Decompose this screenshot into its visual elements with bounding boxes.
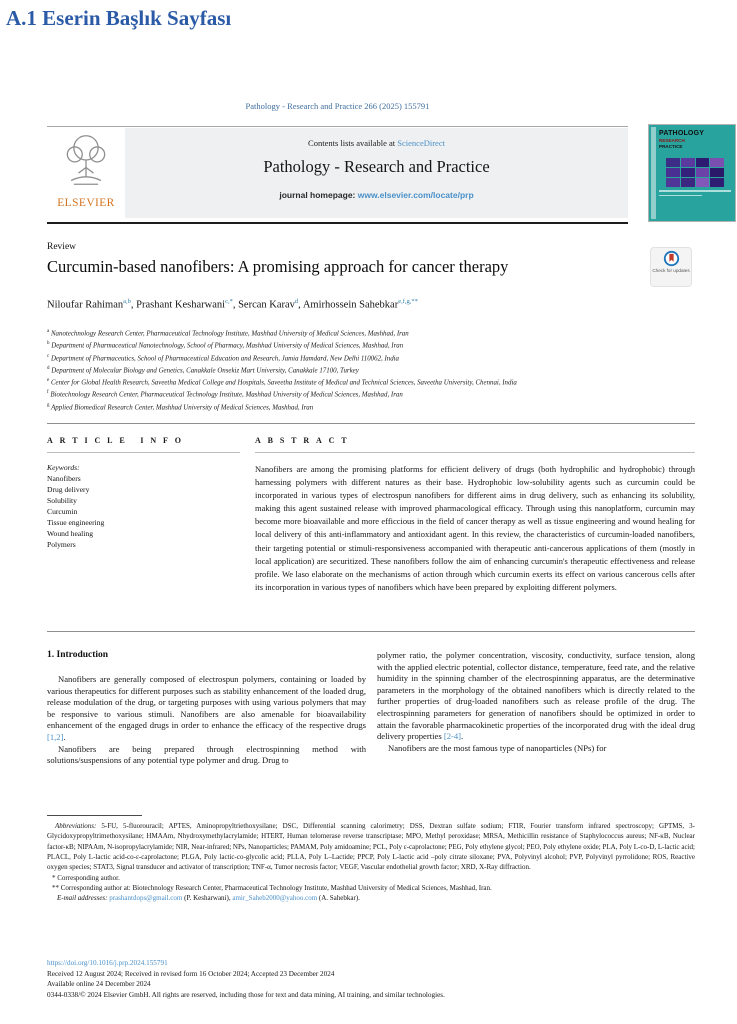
check-for-updates-badge[interactable] bbox=[650, 247, 692, 287]
affiliation-sup: b bbox=[47, 341, 50, 347]
banner-top-divider bbox=[47, 126, 628, 127]
header-divider bbox=[47, 222, 628, 224]
author-affiliation-sup[interactable]: e,f,g,** bbox=[398, 298, 418, 305]
affiliation-sup: a bbox=[47, 329, 50, 334]
cover-image-grid-cell bbox=[681, 168, 695, 177]
corresponding-author-note-1: * Corresponding author. bbox=[52, 873, 120, 882]
email-addresses-line bbox=[47, 893, 695, 903]
affiliation-sup: d bbox=[47, 365, 50, 371]
keyword: Tissue engineering bbox=[47, 518, 105, 527]
cover-image-grid-cell bbox=[681, 178, 695, 187]
keyword: Wound healing bbox=[47, 529, 93, 538]
paragraph-text: . bbox=[63, 731, 66, 742]
keyword: Polymers bbox=[47, 540, 76, 549]
affiliation-text: Applied Biomedical Research Center, Mashhad University of Medical Sciences, Mashhad, Iran bbox=[49, 404, 314, 412]
cover-image-grid bbox=[666, 158, 724, 187]
paragraph-text: Nanofibers are being prepared through electrospinning method with solutions/suspensions of any potential type polymer and drug. Drug to bbox=[47, 743, 366, 766]
cover-image-grid-cell bbox=[696, 158, 710, 167]
affiliation-sup: f bbox=[47, 390, 49, 396]
corresponding-author-note-2: ** Corresponding author at: Biotechnology Research Center, Pharmaceutical Technology Institute, Mashhad University of Medical Sciences, Mashhad, Iran. bbox=[52, 884, 492, 893]
affiliation-row bbox=[47, 388, 692, 400]
body-column-left bbox=[47, 650, 366, 767]
elsevier-tree-icon bbox=[58, 177, 114, 194]
introduction-paragraph-4 bbox=[377, 743, 695, 755]
author-affiliation-sup[interactable]: d bbox=[294, 298, 299, 305]
abstract-text: Nanofibers are among the promising platforms for efficient delivery of drugs (both hydrophilic and hydrophobic) through harnessing polymers with different natures as their base. Hydrophobic low-solubility agents such as curcumin could be incorporated in various types of electrospun nanofibers for different aims in drug delivery, such as enhancing its solubility, making this agent sustained release with improved pharmacological efficacy. Through using this nanoplatform, curcumin may become more bioavailable and more efficcious in the field of cancer therapy as well as tissue engineering and wound healing for local delivery of this anti-inflammatory and antioxidant agent. In this review, the characteristics of curcumin-loaded nanofibers, their targeting potential or stimuli-responsiveness accompanied with therapeutic anti-cancerous applications of them (mostly in local application) are securitized. These nanofibers follow the aim of enhancing curcumin's therapeutic effectiveness and release profile. We laso elaborate on the mechanisms of action through which curcumin exerts its effect on various cancerous cells after its incorporation in various types of nanofibers which have been prepared by exploiting different polymers. bbox=[255, 464, 695, 592]
cover-image-grid-cell bbox=[681, 158, 695, 167]
author-list bbox=[47, 298, 667, 311]
cover-image-grid-cell bbox=[696, 178, 710, 187]
footnotes-block bbox=[47, 821, 695, 904]
introduction-heading: 1. Introduction bbox=[47, 650, 109, 660]
cover-footer-line bbox=[659, 190, 731, 192]
affiliation-row bbox=[47, 352, 692, 364]
affiliation-row bbox=[47, 339, 692, 351]
article-title: Curcumin-based nanofibers: A promising approach for cancer therapy bbox=[47, 257, 509, 276]
keywords-label: Keywords: bbox=[47, 463, 80, 472]
affiliation-text: Department of Molecular Biology and Genetics, Canakkale Onsekiz Mart University, Canakkale 17100, Turkey bbox=[49, 367, 359, 375]
abstract-bottom-divider bbox=[47, 631, 695, 632]
citation-ref-link[interactable]: [2-4] bbox=[443, 731, 462, 742]
email-link-kesharwani[interactable]: prashantdops@gmail.com bbox=[109, 894, 183, 903]
doi-link[interactable]: https://doi.org/10.1016/j.prp.2024.155791 bbox=[47, 959, 168, 967]
cover-image-grid-cell bbox=[666, 178, 680, 187]
journal-citation: Pathology - Research and Practice 266 (2025) 155791 bbox=[245, 101, 430, 111]
homepage-link[interactable]: www.elsevier.com/locate/prp bbox=[357, 190, 474, 200]
affiliation-list bbox=[47, 327, 692, 413]
affiliation-text: Nanotechnology Research Center, Pharmaceutical Technology Institute, Mashhad University of Medical Sciences, Mashhad, Iran bbox=[49, 330, 409, 338]
cover-image-grid-cell bbox=[710, 178, 724, 187]
cover-title-line2: RESEARCH bbox=[659, 138, 685, 143]
sciencedirect-link[interactable]: ScienceDirect bbox=[397, 138, 445, 148]
cover-image-grid-cell bbox=[710, 168, 724, 177]
affiliation-text: Department of Pharmaceutics, School of Pharmaceutical Education and Research, Jamia Hamdard, New Delhi 110062, India bbox=[49, 354, 400, 362]
paragraph-text: Nanofibers are the most famous type of nanoparticles (NPs) for bbox=[388, 742, 607, 753]
article-info-column bbox=[47, 436, 240, 550]
introduction-paragraph-3 bbox=[377, 650, 695, 743]
journal-name: Pathology - Research and Practice bbox=[263, 157, 490, 176]
article-footer bbox=[47, 958, 695, 1000]
cover-image-grid-cell bbox=[696, 168, 710, 177]
affiliation-row bbox=[47, 401, 692, 413]
author-name: Amirhossein Sahebkar bbox=[302, 299, 399, 311]
abstract-heading-rule bbox=[255, 452, 695, 453]
journal-cover-thumbnail bbox=[648, 124, 736, 222]
footnote-separator bbox=[47, 815, 142, 816]
affiliation-text: Department of Pharmaceutical Nanotechnology, School of Pharmacy, Mashhad University of Medical Sciences, Mashhad, Iran bbox=[49, 342, 404, 350]
article-info-heading: A R T I C L E I N F O bbox=[47, 436, 185, 445]
abbreviations-label: Abbreviations: bbox=[55, 822, 97, 830]
author-separator: , bbox=[298, 299, 303, 311]
author-affiliation-sup[interactable]: c,* bbox=[225, 298, 233, 305]
copyright-line: 0344-0338/© 2024 Elsevier GmbH. All rights are reserved, including those for text and data mining, AI training, and similar technologies. bbox=[47, 990, 445, 999]
paragraph-text: polymer ratio, the polymer concentration, viscosity, conductivity, surface tension, along with the applied electric potential, collector distance, temperature, feed rate, and the relative humidity in the spinning chamber of the electrospinning apparatus, are the determinative parameters in the morphology of the obtained nanofibers which is directly related to the further properties of drug-loaded nanofibers such as release profile of the drug. The electrospinning parameters for generation of nanofibers should be optimized in order to attain the favorable pharmacokinetic properties of the incorporated drug with the ideal drug delivery properties bbox=[377, 650, 695, 742]
email-link-sahebkar[interactable]: amir_Saheb2000@yahoo.com bbox=[232, 894, 318, 903]
keyword: Curcumin bbox=[47, 507, 78, 516]
affiliation-sup: c bbox=[47, 353, 50, 359]
affiliation-row bbox=[47, 364, 692, 376]
affiliation-sup: e bbox=[47, 378, 50, 384]
abbreviations-paragraph bbox=[47, 821, 695, 873]
article-type-label: Review bbox=[47, 242, 77, 252]
cover-title-line3: PRACTICE bbox=[659, 144, 683, 149]
paragraph-text: . bbox=[461, 731, 464, 742]
keyword: Nanofibers bbox=[47, 474, 81, 483]
available-online-line: Available online 24 December 2024 bbox=[47, 980, 151, 989]
journal-banner bbox=[125, 128, 628, 218]
author-name: Niloufar Rahiman bbox=[47, 299, 124, 311]
citation-ref-link[interactable]: [1,2] bbox=[47, 731, 64, 742]
elsevier-wordmark: ELSEVIER bbox=[57, 197, 115, 209]
introduction-paragraph-1 bbox=[47, 674, 366, 744]
keyword: Solubility bbox=[47, 496, 77, 505]
affiliation-text: Center for Global Health Research, Saveetha Medical College and Hospitals, Saveetha Institute of Medical and Technical Sciences, Saveetha University, Chennai, India bbox=[49, 379, 517, 387]
abstract-column bbox=[255, 436, 695, 594]
affiliation-row bbox=[47, 376, 692, 388]
affiliation-sup: g bbox=[47, 402, 50, 408]
section-divider bbox=[47, 423, 695, 424]
abbreviations-text: 5-FU, 5-fluorouracil; APTES, Aminopropyltriethoxysilane; DSC, Differential scanning calorimetry; DSS, Dextran sulfate sodium; FTIR, Fourier transform infrared spectroscopy; GPTMS, 3-Glycidoxypropyltrimethoxysilane; HMAAm, Nhydroxymethylacrylamide; HTERT, Human telomerase reverse transcriptase; MPO, Methyl peroxidase; MRSA, Methicillin resistance of Staphylococcus aureus; NF-κB, Nuclear factor-κB; NIPAAm, N-isopropylacrylamide; NIR, Near-infrared; NPs, Nanoparticles; PAMAM, Poly amidoamine; PCL, Poly ε-caprolactone; PEG, Poly ethylene glycol; PEO, Poly ethylene oxide; PLA, Poly L-co-D, L-lactic acid; PLACL, Poly L-lactic acid-co-ε-caprolactone; PLGA, Poly lactic-co-glycolic acid; PLLA, Poly L–Lactide; PPCP, Poly L-lactic acid –poly citrate siloxane; PVA, Polyvinyl alcohol; PVP, Polyvinyl pyrrolidone; ROS, Reactive oxygen species; STAT3, Signal transducer and activator of transcription; TNF-α, Tumor necrosis factor; VEGF, Vascular endothelial growth factor; XRD, X-Ray diffraction. bbox=[47, 822, 695, 872]
body-column-right bbox=[377, 650, 695, 754]
homepage-label: journal homepage: bbox=[279, 190, 358, 200]
check-updates-label: Check for updates bbox=[652, 268, 690, 273]
received-dates-line: Received 12 August 2024; Received in revised form 16 October 2024; Accepted 23 December 2024 bbox=[47, 969, 335, 978]
author-name: Sercan Karav bbox=[238, 299, 295, 311]
email-label: E-mail addresses: bbox=[57, 894, 110, 903]
abstract-heading: A B S T R A C T bbox=[255, 436, 350, 445]
author-affiliation-sup[interactable]: a,b bbox=[123, 298, 131, 305]
author-separator: , bbox=[130, 299, 137, 311]
article-info-heading-rule bbox=[47, 452, 240, 453]
cover-title-line1: PATHOLOGY bbox=[659, 130, 705, 137]
elsevier-logo bbox=[49, 130, 123, 218]
contents-text: Contents lists available at bbox=[308, 138, 398, 148]
affiliation-row bbox=[47, 327, 692, 339]
cover-side-strip bbox=[651, 127, 656, 219]
email-suffix: (A. Sahebkar). bbox=[317, 894, 360, 903]
cover-footer-line bbox=[659, 195, 702, 197]
check-updates-icon bbox=[651, 250, 691, 267]
cover-image-grid-cell bbox=[666, 158, 680, 167]
email-suffix: (P. Kesharwani), bbox=[182, 894, 233, 903]
cover-image-grid-cell bbox=[666, 168, 680, 177]
cover-image-grid-cell bbox=[710, 158, 724, 167]
introduction-paragraph-2 bbox=[47, 744, 366, 767]
keyword: Drug delivery bbox=[47, 485, 90, 494]
author-separator: , bbox=[232, 299, 239, 311]
affiliation-text: Biotechnology Research Center, Pharmaceutical Technology Institute, Mashhad University of Medical Sciences, Mashhad, Iran bbox=[48, 391, 403, 399]
page-title: A.1 Eserin Başlık Sayfası bbox=[6, 6, 232, 30]
paragraph-text: Nanofibers are generally composed of electrospun polymers, containing or loaded by various therapeutics for different purposes such as stability enhancement of the loaded drug, release modulation of the drug, or targeting purposes with using various polymers that may be responsive to various stimuli. Nanofibers are also amenable for bioavailability enhancement of the engaged drugs in order to enhance the efficacy of the respective drugs bbox=[47, 674, 366, 731]
author-name: Prashant Kesharwani bbox=[136, 299, 226, 311]
